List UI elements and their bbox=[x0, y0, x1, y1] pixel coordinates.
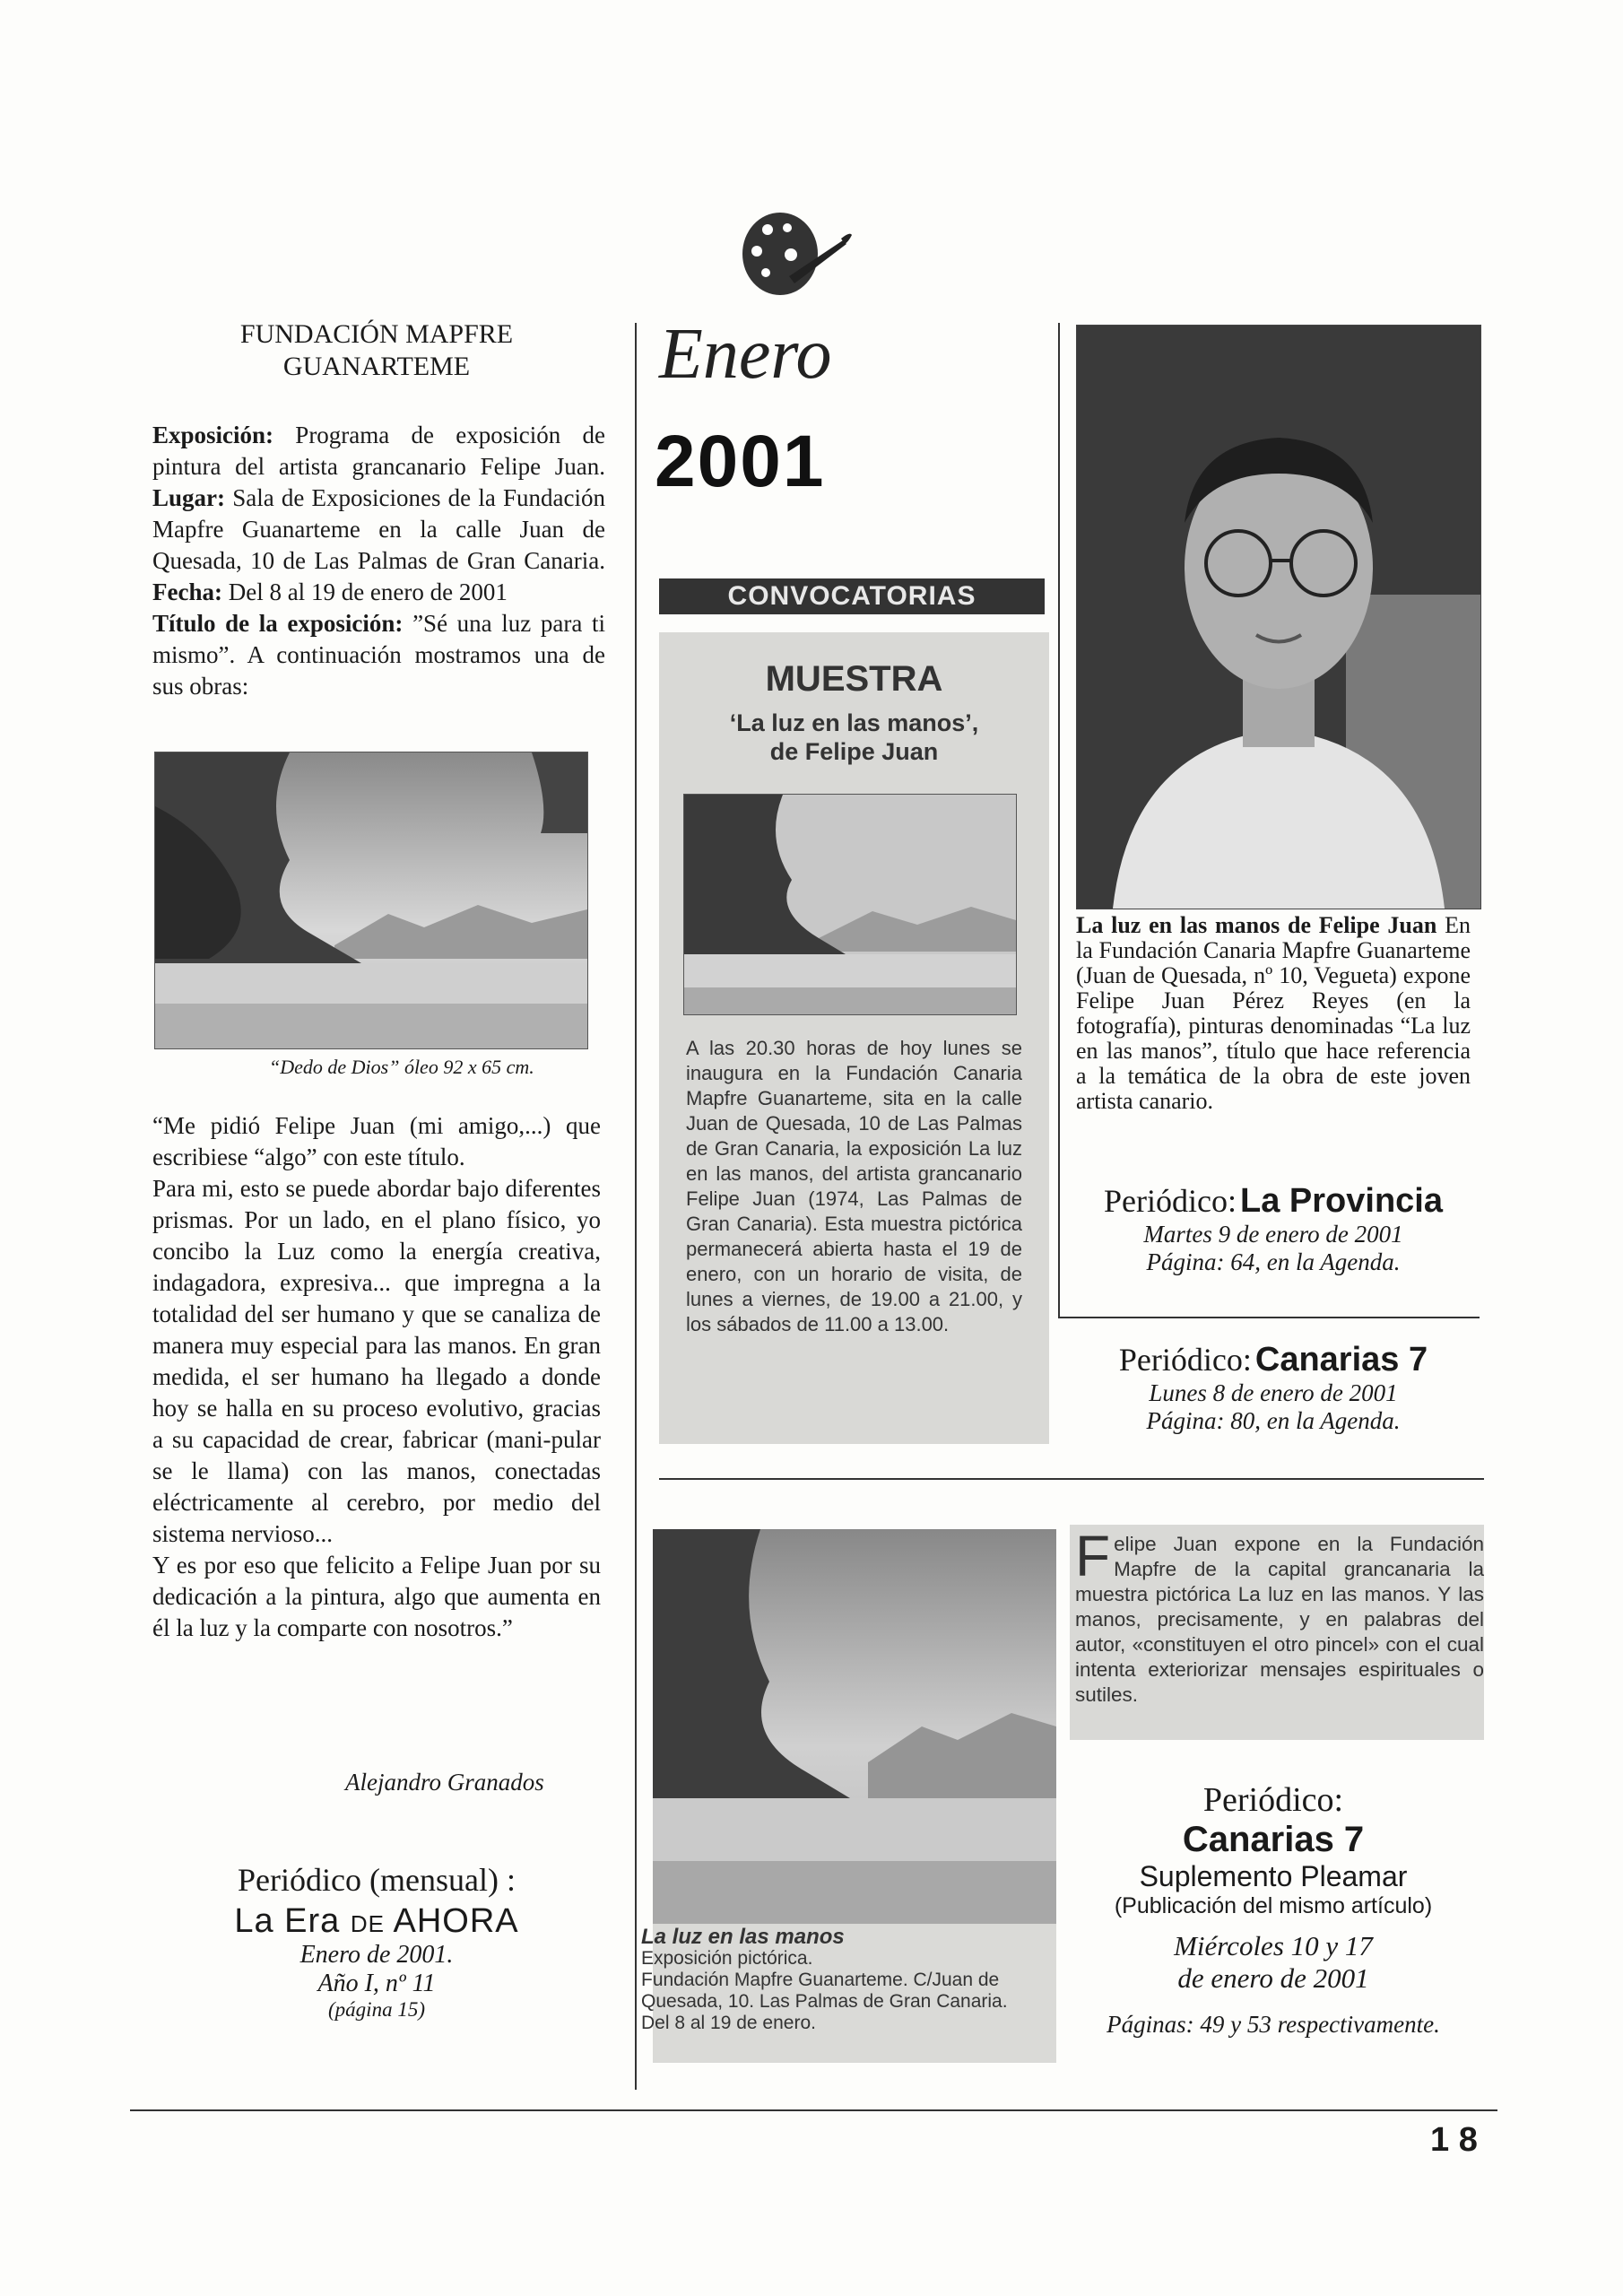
pleamar-clipping bbox=[1070, 1525, 1484, 1740]
publication-issue: Año I, nº 11 bbox=[317, 1970, 436, 1997]
column-divider bbox=[635, 323, 637, 2090]
palette-icon bbox=[726, 204, 852, 312]
photo-caption-title: La luz en las manos de Felipe Juan bbox=[1076, 912, 1437, 938]
muestra-title: MUESTRA bbox=[765, 659, 943, 699]
photo-caption bbox=[1076, 913, 1471, 1114]
c7-page: Página: 80, en la Agenda. bbox=[1146, 1407, 1401, 1434]
c7-date: Lunes 8 de enero de 2001 bbox=[1149, 1379, 1398, 1406]
titulo-text: ”Sé una luz para ti mismo”. A continuación mostramos una de sus obras: bbox=[152, 610, 606, 700]
month-title: Enero bbox=[659, 315, 832, 394]
exposicion-label: Exposición: bbox=[152, 422, 274, 448]
pleamar-publication bbox=[1067, 1780, 1480, 2039]
right-box-border bbox=[1058, 323, 1060, 1318]
publication-page: (página 15) bbox=[328, 1998, 425, 2021]
photo-caption-text: En la Fundación Canaria Mapfre Guanarteme (Juan de Quesada, nº 10, Vegueta) expone Felipe Juan Pérez Reyes (en la fotografía), pinturas denominadas “La luz en las manos”, título que hace referencia a la temática de la obra de este joven artista canario. bbox=[1076, 912, 1471, 1114]
lower-clipping-title: La luz en las manos bbox=[641, 1925, 845, 1949]
c7-label: Periódico: bbox=[1118, 1342, 1252, 1378]
page-number: 1 8 bbox=[1430, 2121, 1478, 2159]
heading-line: GUANARTEME bbox=[282, 352, 471, 381]
titulo-label: Título de la exposición: bbox=[152, 610, 404, 637]
exposicion-text: Programa de exposición de pintura del artista grancanario Felipe Juan. bbox=[152, 422, 605, 480]
painting-image bbox=[154, 752, 588, 1049]
pub-name-part: La Era bbox=[234, 1902, 341, 1940]
prov-heading bbox=[1067, 1182, 1480, 1221]
p3-note: (Publicación del mismo artículo) bbox=[1114, 1893, 1433, 1918]
canarias7-publication bbox=[1067, 1341, 1480, 1435]
article-author: Alejandro Granados bbox=[345, 1769, 544, 1796]
section-divider bbox=[659, 1478, 1484, 1480]
prov-page: Página: 64, en la Agenda. bbox=[1146, 1248, 1401, 1275]
article-text bbox=[152, 1110, 601, 1644]
prov-date: Martes 9 de enero de 2001 bbox=[1143, 1221, 1403, 1248]
prov-name: La Provincia bbox=[1240, 1182, 1443, 1220]
lower-clipping-line: Fundación Mapfre Guanarteme. C/Juan de Quesada, 10. Las Palmas de Gran Canaria. bbox=[641, 1970, 1008, 2012]
muestra-subtitle bbox=[659, 709, 1049, 766]
subtitle-line: de Felipe Juan bbox=[769, 738, 939, 765]
year-title: 2001 bbox=[655, 421, 826, 502]
dropcap: F bbox=[1075, 1524, 1111, 1588]
c7-heading bbox=[1067, 1341, 1480, 1379]
fecha-label: Fecha: bbox=[152, 578, 222, 605]
publication-name bbox=[135, 1902, 619, 1941]
right-box-border bbox=[1058, 1317, 1480, 1318]
clipping-painting bbox=[683, 794, 1017, 1015]
p3-label: Periódico: bbox=[1202, 1781, 1344, 1819]
p3-date2: de enero de 2001 bbox=[1177, 1962, 1369, 1994]
painting-caption: “Dedo de Dios” óleo 92 x 65 cm. bbox=[269, 1056, 534, 1078]
section-banner: CONVOCATORIAS bbox=[659, 578, 1045, 614]
lower-clipping-text bbox=[641, 1926, 1054, 2034]
pub-name-part: DE bbox=[350, 1910, 386, 1937]
portrait-photo bbox=[1076, 325, 1481, 909]
clipping-text: A las 20.30 horas de hoy lunes se inaugura en la Fundación Canaria Mapfre Guanarteme, sita en la calle Juan de Quesada, 10 de Las Palmas de Gran Canaria, la exposición La luz en las manos, del artista grancanario Felipe Juan (1974, Las Palmas de Gran Canaria). Esta muestra pictórica permanecerá abierta hasta el 19 de enero, con un horario de visita, de lunes a viernes, de 19.00 a 21.00, y los sábados de 11.00 a 13.00. bbox=[686, 1037, 1022, 1335]
lugar-label: Lugar: bbox=[152, 484, 225, 511]
exhibition-info bbox=[152, 420, 605, 702]
publication-label: Periódico (mensual) : bbox=[238, 1862, 516, 1898]
publication-date: Enero de 2001. bbox=[299, 1941, 454, 1969]
lugar-text: Sala de Exposiciones de la Fundación Mapfre Guanarteme en la calle Juan de Quesada, 10 de Las Palmas de Gran Canaria. bbox=[152, 484, 606, 574]
left-heading bbox=[152, 318, 601, 383]
pub-name-part: AHORA bbox=[393, 1902, 519, 1940]
subtitle-line: ‘La luz en las manos’, bbox=[729, 709, 979, 736]
heading-line: FUNDACIÓN MAPFRE bbox=[239, 319, 514, 349]
p3-date1: Miércoles 10 y 17 bbox=[1174, 1930, 1373, 1961]
paragraph: “Me pidió Felipe Juan (mi amigo,...) que escribiese “algo” con este título. bbox=[152, 1112, 601, 1170]
p3-name: Canarias 7 bbox=[1182, 1820, 1365, 1859]
footer-rule bbox=[130, 2109, 1497, 2111]
left-publication bbox=[135, 1861, 619, 2022]
prov-label: Periódico: bbox=[1104, 1183, 1237, 1219]
p3-supplement: Suplemento Pleamar bbox=[1139, 1860, 1408, 1892]
provincia-publication bbox=[1067, 1182, 1480, 1276]
paragraph: Y es por eso que felicito a Felipe Juan por su dedicación a la pintura, algo que aumenta en él la luz y la comparte con nosotros.” bbox=[152, 1552, 601, 1641]
pleamar-text: elipe Juan expone en la Fundación Mapfre de la capital grancanaria la muestra pictórica La luz en las manos. Y las manos, precisamente, y en palabras del autor, «constituyen el otro pincel» con el cual intenta exteriorizar mensajes espirituales o sutiles. bbox=[1075, 1533, 1484, 1706]
lower-clipping-line: Exposición pictórica. bbox=[641, 1948, 813, 1969]
lower-clipping-painting bbox=[653, 1529, 1056, 1924]
lower-clipping-line: Del 8 al 19 de enero. bbox=[641, 2013, 816, 2033]
c7-name: Canarias 7 bbox=[1254, 1341, 1428, 1378]
p3-pages: Páginas: 49 y 53 respectivamente. bbox=[1107, 2011, 1440, 2038]
fecha-text: Del 8 al 19 de enero de 2001 bbox=[228, 578, 508, 605]
paragraph: Para mi, esto se puede abordar bajo diferentes prismas. Por un lado, en el plano físico, yo concibo la Luz como la energía creativa, indagadora, expresiva... que impregna a la totalidad del ser humano y que se canaliza de manera muy especial para las manos. En gran medida, el ser humano ha llegado a donde hoy se halla en su proceso evolutivo, gracias a su capacidad de crear, fabricar (mani-pular se le llama) con las manos, conectadas eléctricamente al cerebro, por medio del sistema nervioso... bbox=[152, 1175, 601, 1547]
